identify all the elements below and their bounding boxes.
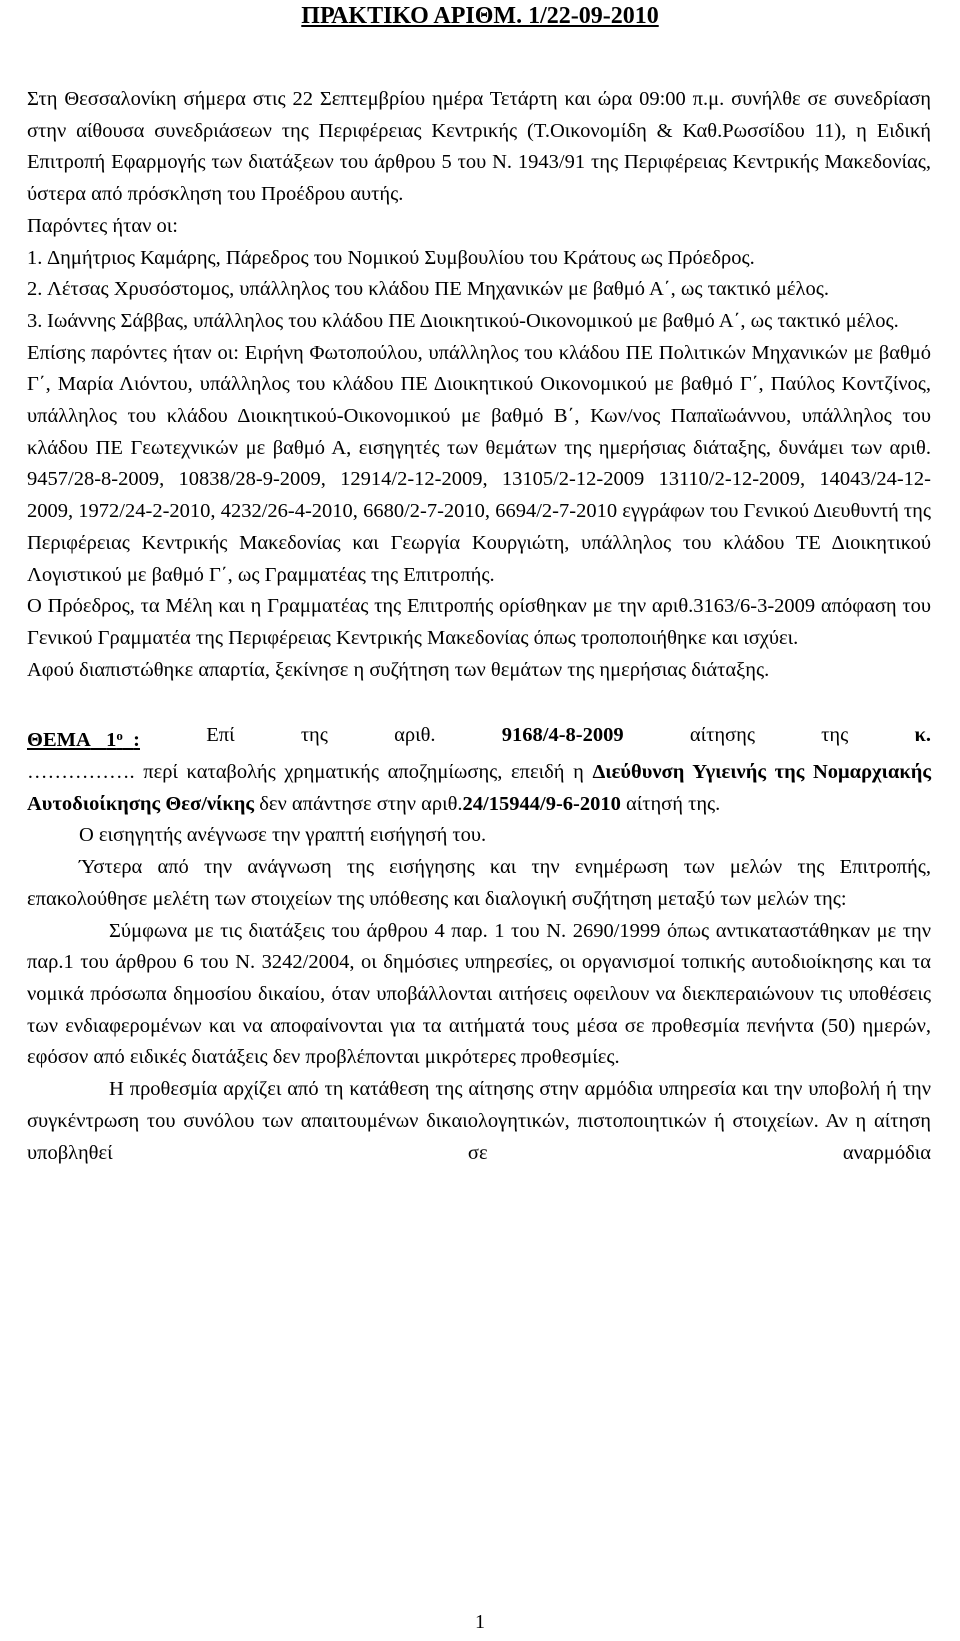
list-item — [27, 274, 931, 306]
topic-heading-line — [27, 720, 931, 757]
after-reading-paragraph: Ύστερα από την ανάγνωση της εισήγησης και την ενημέρωση των μελών της Επιτροπής, επακολούθησε μελέτη των στοιχείων της υπόθεσης και διαλογική συζήτηση μεταξύ των μελών της: — [27, 856, 931, 910]
law-paragraph: Σύμφωνα με τις διατάξεις του άρθρου 4 παρ. 1 του Ν. 2690/1999 όπως αντικαταστάθηκαν με την παρ.1 του άρθρου 6 του Ν. 3242/2004, οι δημόσιες υπηρεσίες, οι οργανισμοί τοπικής αυτοδιοίκησης και τα νομικά πρόσωπα δημοσίου δικαίου, όταν υποβάλλονται αιτήσεις οφειλουν να διεκπεραιώνουν τις υποθέσεις των ενδιαφερομένων και να αποφαίνονται για τα αιτήματά τους μέσα σε προθεσμία πενήντα (50) ημερών, εφόσον από ειδικές διατάξεις δεν προβλέπονται μικρότερες προθεσμίες. — [27, 919, 931, 1069]
list-item-text: Ιωάννης Σάββας, υπάλληλος του κλάδου ΠΕ Διοικητικού-Οικονομικού με βαθμό Α΄, ως τακτικό μέλος. — [47, 309, 899, 332]
topic-word: Επί — [206, 724, 235, 747]
list-item-number: 1. — [27, 246, 43, 269]
document-body — [27, 84, 931, 1201]
topic-description: ……………. περί καταβολής χρηματικής αποζημίωσης, επειδή η Διεύθυνση Υγιεινής της Νομαρχιακής Αυτοδιοίκησης Θεσ/νίκης δεν απάντησε στην αριθ.24/15944/9-6-2010 αίτησή της. — [27, 761, 931, 815]
topic-request-ref: 24/15944/9-6-2010 — [462, 792, 621, 815]
document-title: ΠΡΑΚΤΙΚΟ ΑΡΙΘΜ. 1/22-09-2010 — [301, 3, 659, 29]
list-item-text: Λέτσας Χρυσόστομος, υπάλληλος του κλάδου ΠΕ Μηχανικών με βαθμό Α΄, ως τακτικό μέλος. — [47, 278, 829, 301]
list-item-text: Δημήτριος Καμάρης, Πάρεδρος του Νομικού Συμβουλίου του Κράτους ως Πρόεδρος. — [47, 246, 755, 269]
appointment-paragraph: Ο Πρόεδρος, τα Μέλη και η Γραμματέας της Επιτροπής ορίσθηκαν με την αριθ.3163/6-3-2009 απόφαση του Γενικού Γραμματέα της Περιφέρειας Κεντρικής Μακεδονίας όπως τροποποιήθηκε και ισχύει. — [27, 595, 931, 649]
quorum-paragraph: Αφού διαπιστώθηκε απαρτία, ξεκίνησε η συζήτηση των θεμάτων της ημερήσιας διάταξης. — [27, 658, 770, 681]
topic-word: της — [300, 724, 328, 747]
list-item-number: 2. — [27, 278, 43, 301]
topic-department: Διεύθυνση Υγιεινής της Νομαρχιακής Αυτοδιοίκησης Θεσ/νίκης — [27, 761, 931, 815]
deadline-paragraph: Η προθεσμία αρχίζει από τη κατάθεση της αίτησης στην αρμόδια υπηρεσία και την υποβολή ή την συγκέντρωση του συνόλου των απαιτουμένων δικαιολογητικών, πιστοποιητικών ή στοιχείων. Αν η αίτηση υποβληθεί σε αναρμόδια — [27, 1078, 931, 1164]
topic-word: κ. — [914, 724, 931, 747]
also-present-paragraph: Επίσης παρόντες ήταν οι: Ειρήνη Φωτοπούλου, υπάλληλος του κλάδου ΠΕ Πολιτικών Μηχανικών με βαθμό Γ΄, Μαρία Λιόντου, υπάλληλος του κλάδου ΠΕ Διοικητικού Οικονομικού με βαθμό Γ΄, Παύλος Κοντζίνος, υπάλληλος του κλάδου Διοικητικού-Οικονομικού με βαθμό Β΄, Κων/νος Παπαϊωάννου, υπάλληλος του κλάδου ΠΕ Γεωτεχνικών με βαθμό Α, εισηγητές των θεμάτων της ημερήσιας διάταξης, δυνάμει των αριθ. 9457/28-8-2009, 10838/28-9-2009, 12914/2-12-2009, 13105/2-12-2009 13110/2-12-2009, 14043/24-12-2009, 1972/24-2-2010, 4232/26-4-2010, 6680/2-7-2010, 6694/2-7-2010 εγγράφων του Γενικού Διευθυντή της Περιφέρειας Κεντρικής Μακεδονίας και Γεωργία Κουργιώτη, υπάλληλος του κλάδου ΤΕ Διοικητικού Λογιστικού με βαθμό Γ΄, ως Γραμματέας της Επιτροπής. — [27, 341, 931, 586]
topic-label: ΘΕΜΑ $1^o$ : — [27, 728, 140, 752]
topic-word: αίτησης — [689, 724, 755, 747]
page-number: 1 — [475, 1611, 485, 1633]
topic-request-number: 9168/4-8-2009 — [501, 724, 624, 747]
list-item — [27, 243, 931, 275]
topic-dots: ……………. — [27, 761, 135, 784]
list-item-number: 3. — [27, 309, 43, 332]
members-list — [27, 243, 931, 338]
present-label: Παρόντες ήταν οι: — [27, 214, 178, 237]
list-item — [27, 306, 931, 338]
rapporteur-paragraph: Ο εισηγητής ανέγνωσε την γραπτή εισήγησή του. — [79, 824, 487, 847]
intro-paragraph: Στη Θεσσαλονίκη σήμερα στις 22 Σεπτεμβρίου ημέρα Τετάρτη και ώρα 09:00 π.μ. συνήλθε σε συνεδρίαση στην αίθουσα συνεδριάσεων της Περιφέρειας Κεντρικής (Τ.Οικονομίδη & Καθ.Ρωσσίδου 11), η Ειδική Επιτροπή Εφαρμογής των διατάξεων του άρθρου 5 του Ν. 1943/91 της Περιφέρειας Κεντρικής Μακεδονίας, ύστερα από πρόσκληση του Προέδρου αυτής. — [27, 88, 931, 206]
topic-word: της — [821, 724, 849, 747]
topic-word: αριθ. — [394, 724, 436, 747]
